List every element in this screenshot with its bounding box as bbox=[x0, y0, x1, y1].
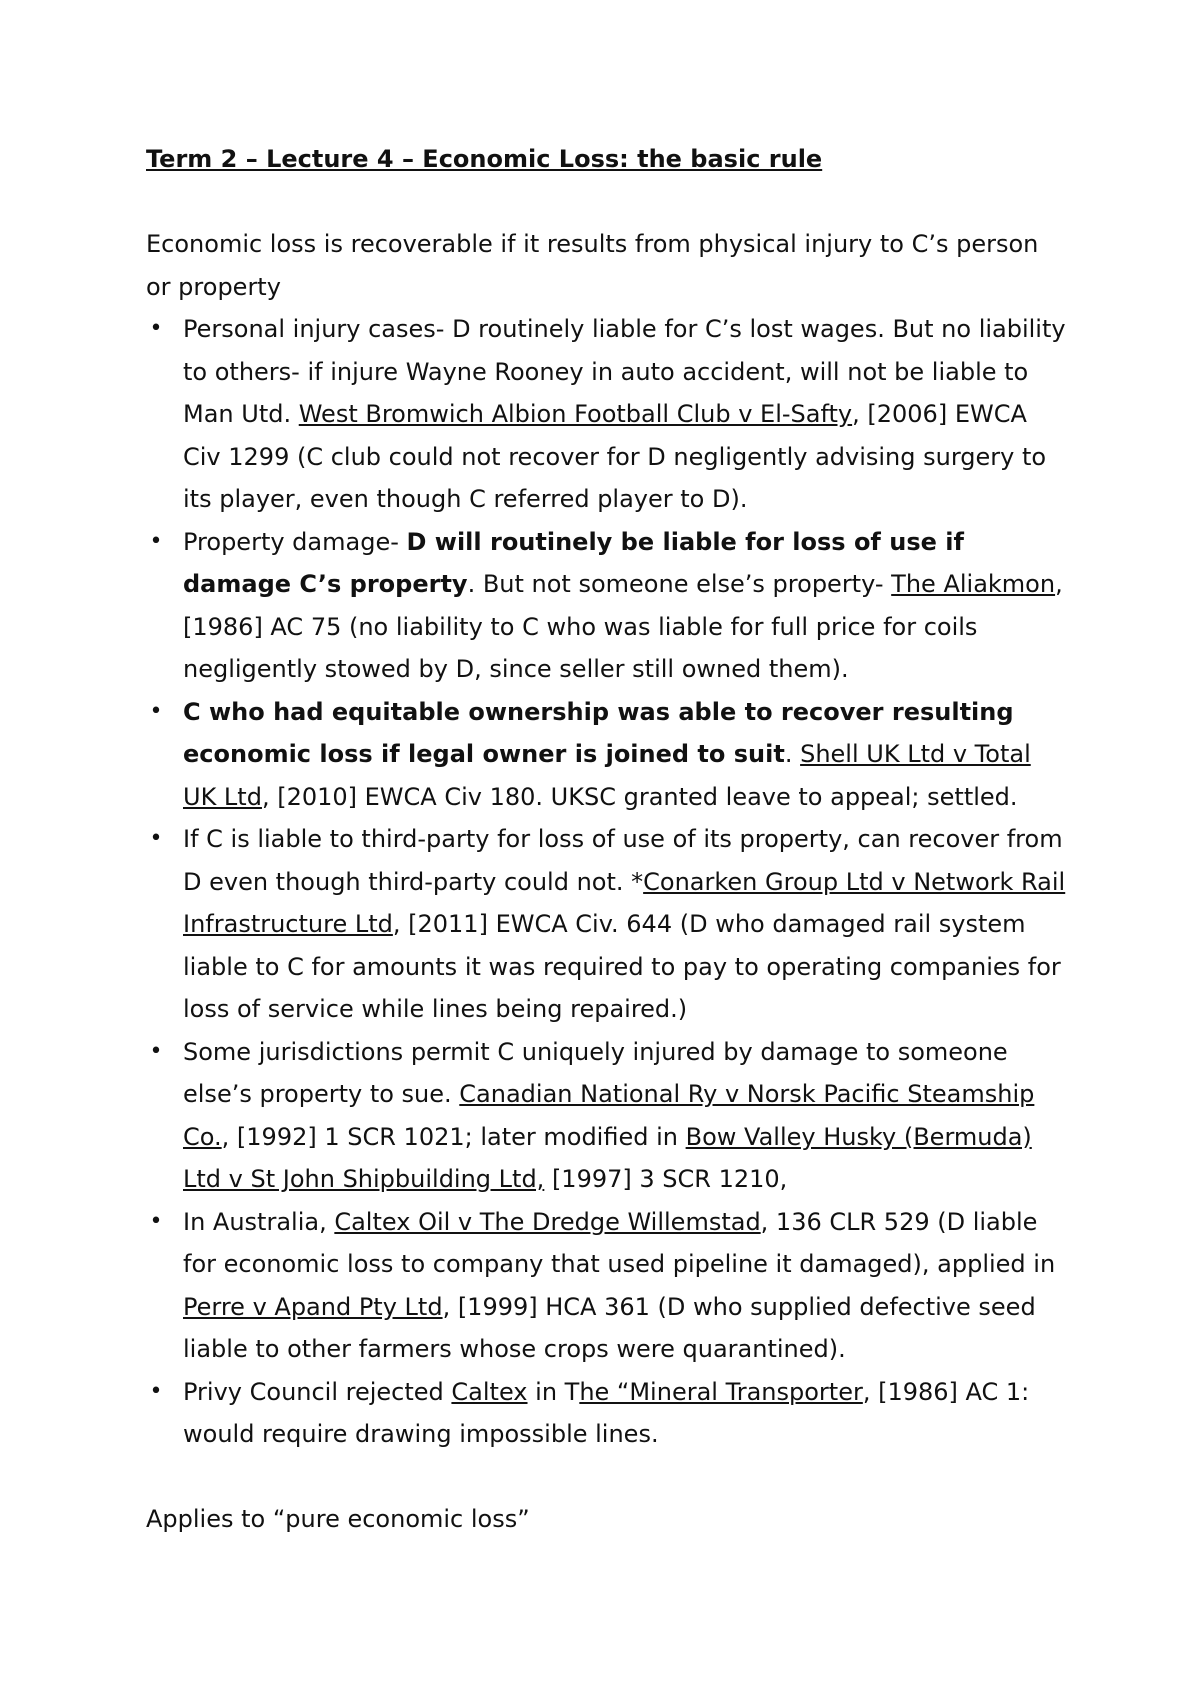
body-text: , [2006] EWCA Civ 1299 (C club could not recover for D negligently advising surgery to its player, even though C referred player to D). bbox=[183, 400, 1047, 513]
bullet-icon: • bbox=[149, 316, 163, 341]
case-citation: Perre v Apand Pty Ltd bbox=[183, 1292, 443, 1321]
case-citation: The Aliakmon bbox=[891, 570, 1056, 598]
body-text: , [1986] AC 1: would require drawing impossible lines. bbox=[183, 1377, 1030, 1448]
bold-text: C who had equitable ownership was able to recover resulting economic loss if legal owner is joined to suit bbox=[183, 697, 1014, 768]
list-item bbox=[146, 1371, 1066, 1456]
body-text: , [1999] HCA 361 (D who supplied defective seed liable to other farmers whose crops were quarantined). bbox=[183, 1292, 1036, 1363]
case-citation: Conarken Group Ltd v Network Rail Infrastructure Ltd bbox=[183, 867, 1066, 938]
case-citation: Bow Valley Husky (Bermuda) Ltd v St John Shipbuilding Ltd, bbox=[183, 1122, 1032, 1193]
body-text: Personal injury cases- D routinely liable for C’s lost wages. But no liability to others- if injure Wayne Rooney in auto accident, will not be liable to Man Utd. bbox=[183, 315, 1066, 428]
list-item bbox=[146, 818, 1066, 1031]
list-item bbox=[146, 308, 1066, 521]
bullet-icon: • bbox=[149, 826, 163, 851]
case-citation: Caltex Oil v The Dredge Willemstad bbox=[334, 1207, 761, 1236]
body-text: , [1992] 1 SCR 1021; later modified in bbox=[221, 1122, 686, 1151]
case-citation: Canadian National Ry v Norsk Pacific Steamship Co. bbox=[183, 1080, 1035, 1151]
body-text: If C is liable to third-party for loss of use of its property, can recover from D even though third-party could not. * bbox=[183, 825, 1063, 896]
body-text: , 136 CLR 529 (D liable for economic loss to company that used pipeline it damaged), applied in bbox=[183, 1207, 1056, 1278]
body-text: , [2010] EWCA Civ 180. UKSC granted leave to appeal; settled. bbox=[261, 782, 1018, 811]
bullet-icon: • bbox=[149, 528, 163, 554]
body-text: , [1986] AC 75 (no liability to C who was liable for full price for coils negligently stowed by D, since seller still owned them). bbox=[183, 570, 1063, 683]
intro-paragraph: Economic loss is recoverable if it results from physical injury to C’s person or property bbox=[146, 230, 1039, 301]
case-citation: he “Mineral Transporter bbox=[579, 1377, 863, 1406]
bullet-icon: • bbox=[149, 698, 163, 724]
body-text: in T bbox=[527, 1377, 580, 1406]
body-text: . bbox=[784, 740, 801, 768]
document-page bbox=[146, 138, 1066, 1541]
list-item bbox=[146, 1201, 1066, 1371]
body-text: [1997] 3 SCR 1210, bbox=[544, 1165, 788, 1193]
body-text: Some jurisdictions permit C uniquely injured by damage to someone else’s property to sue. bbox=[183, 1037, 1008, 1108]
bullet-list bbox=[146, 308, 1066, 1456]
body-text: . But not someone else’s property- bbox=[467, 570, 892, 598]
closing-paragraph: Applies to “pure economic loss” bbox=[146, 1505, 530, 1533]
case-citation: West Bromwich Albion Football Club v El-Safty bbox=[298, 400, 853, 428]
bullet-icon: • bbox=[149, 1038, 163, 1064]
bullet-icon: • bbox=[149, 1378, 163, 1404]
body-text: Property damage- bbox=[183, 527, 407, 556]
case-citation: Caltex bbox=[451, 1377, 528, 1406]
bold-text: D will routinely be liable for loss of use if damage C’s property bbox=[183, 527, 964, 598]
body-text: , [2011] EWCA Civ. 644 (D who damaged rail system liable to C for amounts it was required to pay to operating companies for loss of service while lines being repaired.) bbox=[183, 910, 1061, 1023]
bullet-icon: • bbox=[149, 1208, 163, 1234]
document-title: Term 2 – Lecture 4 – Economic Loss: the basic rule bbox=[146, 145, 823, 173]
list-item bbox=[146, 691, 1066, 819]
body-text: Privy Council rejected bbox=[183, 1377, 452, 1406]
case-citation: Shell UK Ltd v Total UK Ltd bbox=[183, 740, 1031, 811]
list-item bbox=[146, 521, 1066, 691]
body-text: In Australia, bbox=[183, 1207, 335, 1236]
list-item bbox=[146, 1031, 1066, 1201]
